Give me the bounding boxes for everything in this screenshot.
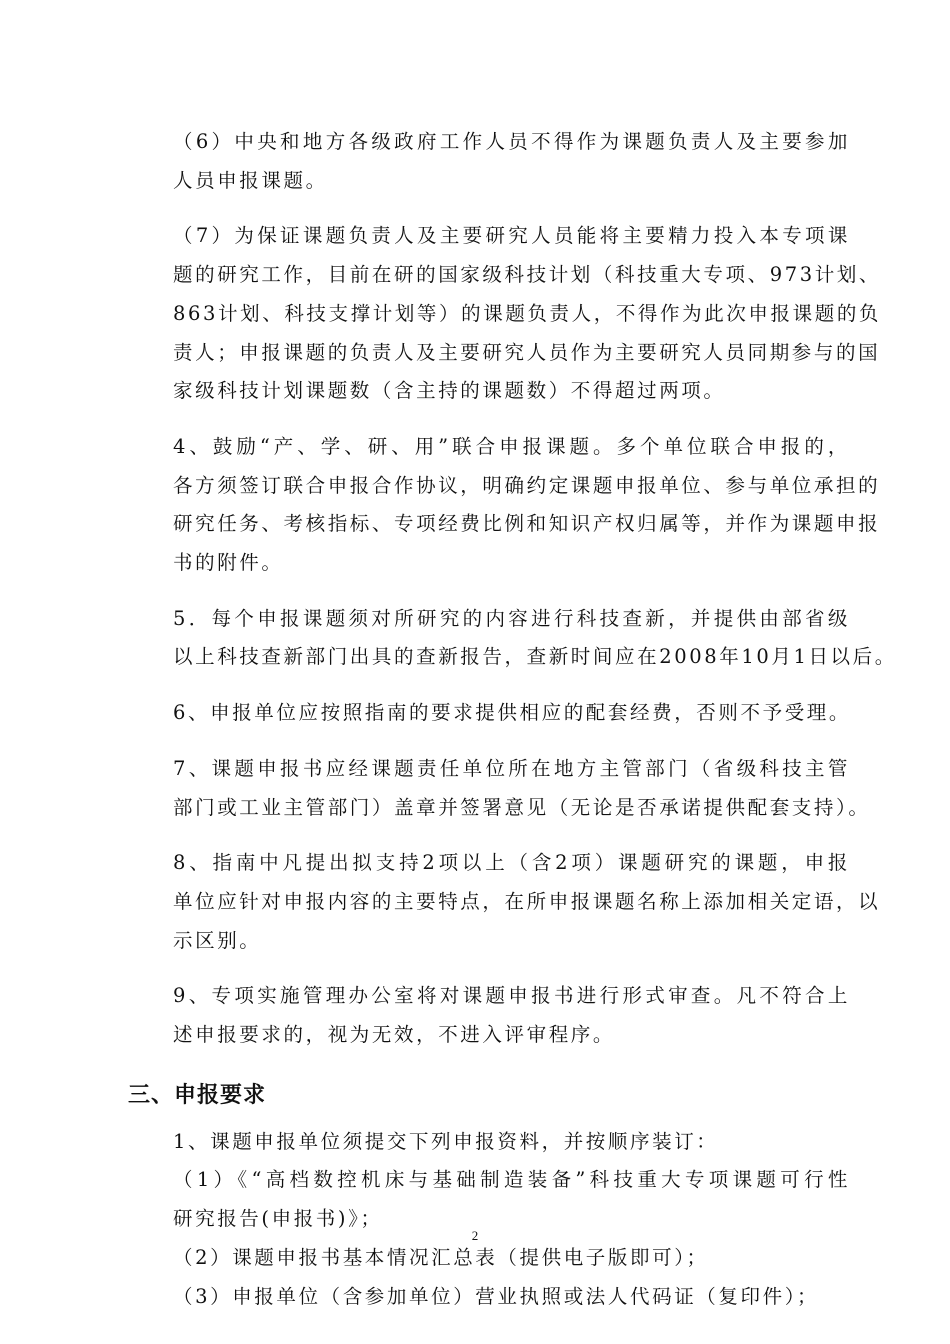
text-line: 家级科技计划课题数（含主持的课题数）不得超过两项。 bbox=[173, 379, 726, 403]
text-line: 示区别。 bbox=[173, 928, 262, 952]
paragraph-group bbox=[128, 1123, 850, 1317]
document-body bbox=[128, 123, 897, 1316]
text-line: 题的研究工作，目前在研的国家级科技计划（科技重大专项、973计划、 bbox=[173, 263, 882, 287]
text-line: 研究报告(申报书)》； bbox=[173, 1207, 383, 1231]
text-line: 9、专项实施管理办公室将对课题申报书进行形式审查。凡不符合上 bbox=[173, 984, 850, 1008]
text-line: 863计划、科技支撑计划等）的课题负责人，不得作为此次申报课题的负 bbox=[173, 301, 882, 325]
text-line: 书的附件。 bbox=[173, 551, 284, 575]
paragraph-group bbox=[128, 123, 897, 1055]
text-line: 5．每个申报课题须对所研究的内容进行科技查新，并提供由部省级 bbox=[173, 606, 850, 630]
paragraph bbox=[128, 600, 897, 677]
text-line: 责人；申报课题的负责人及主要研究人员作为主要研究人员同期参与的国 bbox=[173, 340, 881, 364]
paragraph bbox=[128, 217, 882, 411]
paragraph bbox=[128, 844, 881, 960]
paragraph bbox=[128, 123, 850, 200]
paragraph bbox=[128, 977, 850, 1054]
text-line: 8、指南中凡提出拟支持2项以上（含2项）课题研究的课题，申报 bbox=[173, 851, 850, 875]
text-line: 单位应针对申报内容的主要特点，在所申报课题名称上添加相关定语，以 bbox=[173, 889, 881, 913]
text-line: 以上科技查新部门出具的查新报告，查新时间应在2008年10月1日以后。 bbox=[173, 645, 897, 669]
paragraph bbox=[128, 428, 881, 583]
paragraph-spacer bbox=[128, 827, 850, 844]
paragraph bbox=[128, 694, 850, 733]
paragraph bbox=[128, 750, 871, 827]
paragraph bbox=[128, 1239, 850, 1278]
text-line: 人员申报课题。 bbox=[173, 168, 328, 192]
text-line: 1、课题申报单位须提交下列申报资料，并按顺序装订： bbox=[173, 1129, 719, 1153]
text-line: 述申报要求的，视为无效，不进入评审程序。 bbox=[173, 1023, 616, 1047]
paragraph-spacer bbox=[128, 677, 850, 694]
paragraph-spacer bbox=[128, 411, 850, 428]
text-line: 6、申报单位应按照指南的要求提供相应的配套经费，否则不予受理。 bbox=[173, 701, 852, 725]
text-line: （3）申报单位（含参加单位）营业执照或法人代码证（复印件）； bbox=[173, 1284, 820, 1308]
paragraph-spacer bbox=[128, 200, 850, 217]
text-line: （7）为保证课题负责人及主要研究人员能将主要精力投入本专项课 bbox=[173, 224, 850, 248]
paragraph bbox=[128, 1278, 850, 1317]
paragraph-spacer bbox=[128, 583, 850, 600]
text-line: 7、课题申报书应经课题责任单位所在地方主管部门（省级科技主管 bbox=[173, 756, 850, 780]
paragraph bbox=[128, 1123, 850, 1162]
text-line: 4、鼓励“产、学、研、用”联合申报课题。多个单位联合申报的， bbox=[173, 434, 850, 458]
paragraph-spacer bbox=[128, 960, 850, 977]
section-heading: 三、申报要求 bbox=[128, 1082, 267, 1108]
text-line: 各方须签订联合申报合作协议，明确约定课题申报单位、参与单位承担的 bbox=[173, 473, 881, 497]
text-line: （6）中央和地方各级政府工作人员不得作为课题负责人及主要参加 bbox=[173, 130, 850, 153]
text-line: （2）课题申报书基本情况汇总表（提供电子版即可）； bbox=[173, 1245, 709, 1269]
text-line: （1）《“高档数控机床与基础制造装备”科技重大专项课题可行性 bbox=[173, 1168, 850, 1192]
paragraph-spacer bbox=[128, 733, 850, 750]
text-line: 部门或工业主管部门）盖章并签署意见（无论是否承诺提供配套支持）。 bbox=[173, 795, 871, 819]
page-number: 2 bbox=[471, 1228, 479, 1243]
text-line: 研究任务、考核指标、专项经费比例和知识产权归属等，并作为课题申报 bbox=[173, 512, 881, 536]
